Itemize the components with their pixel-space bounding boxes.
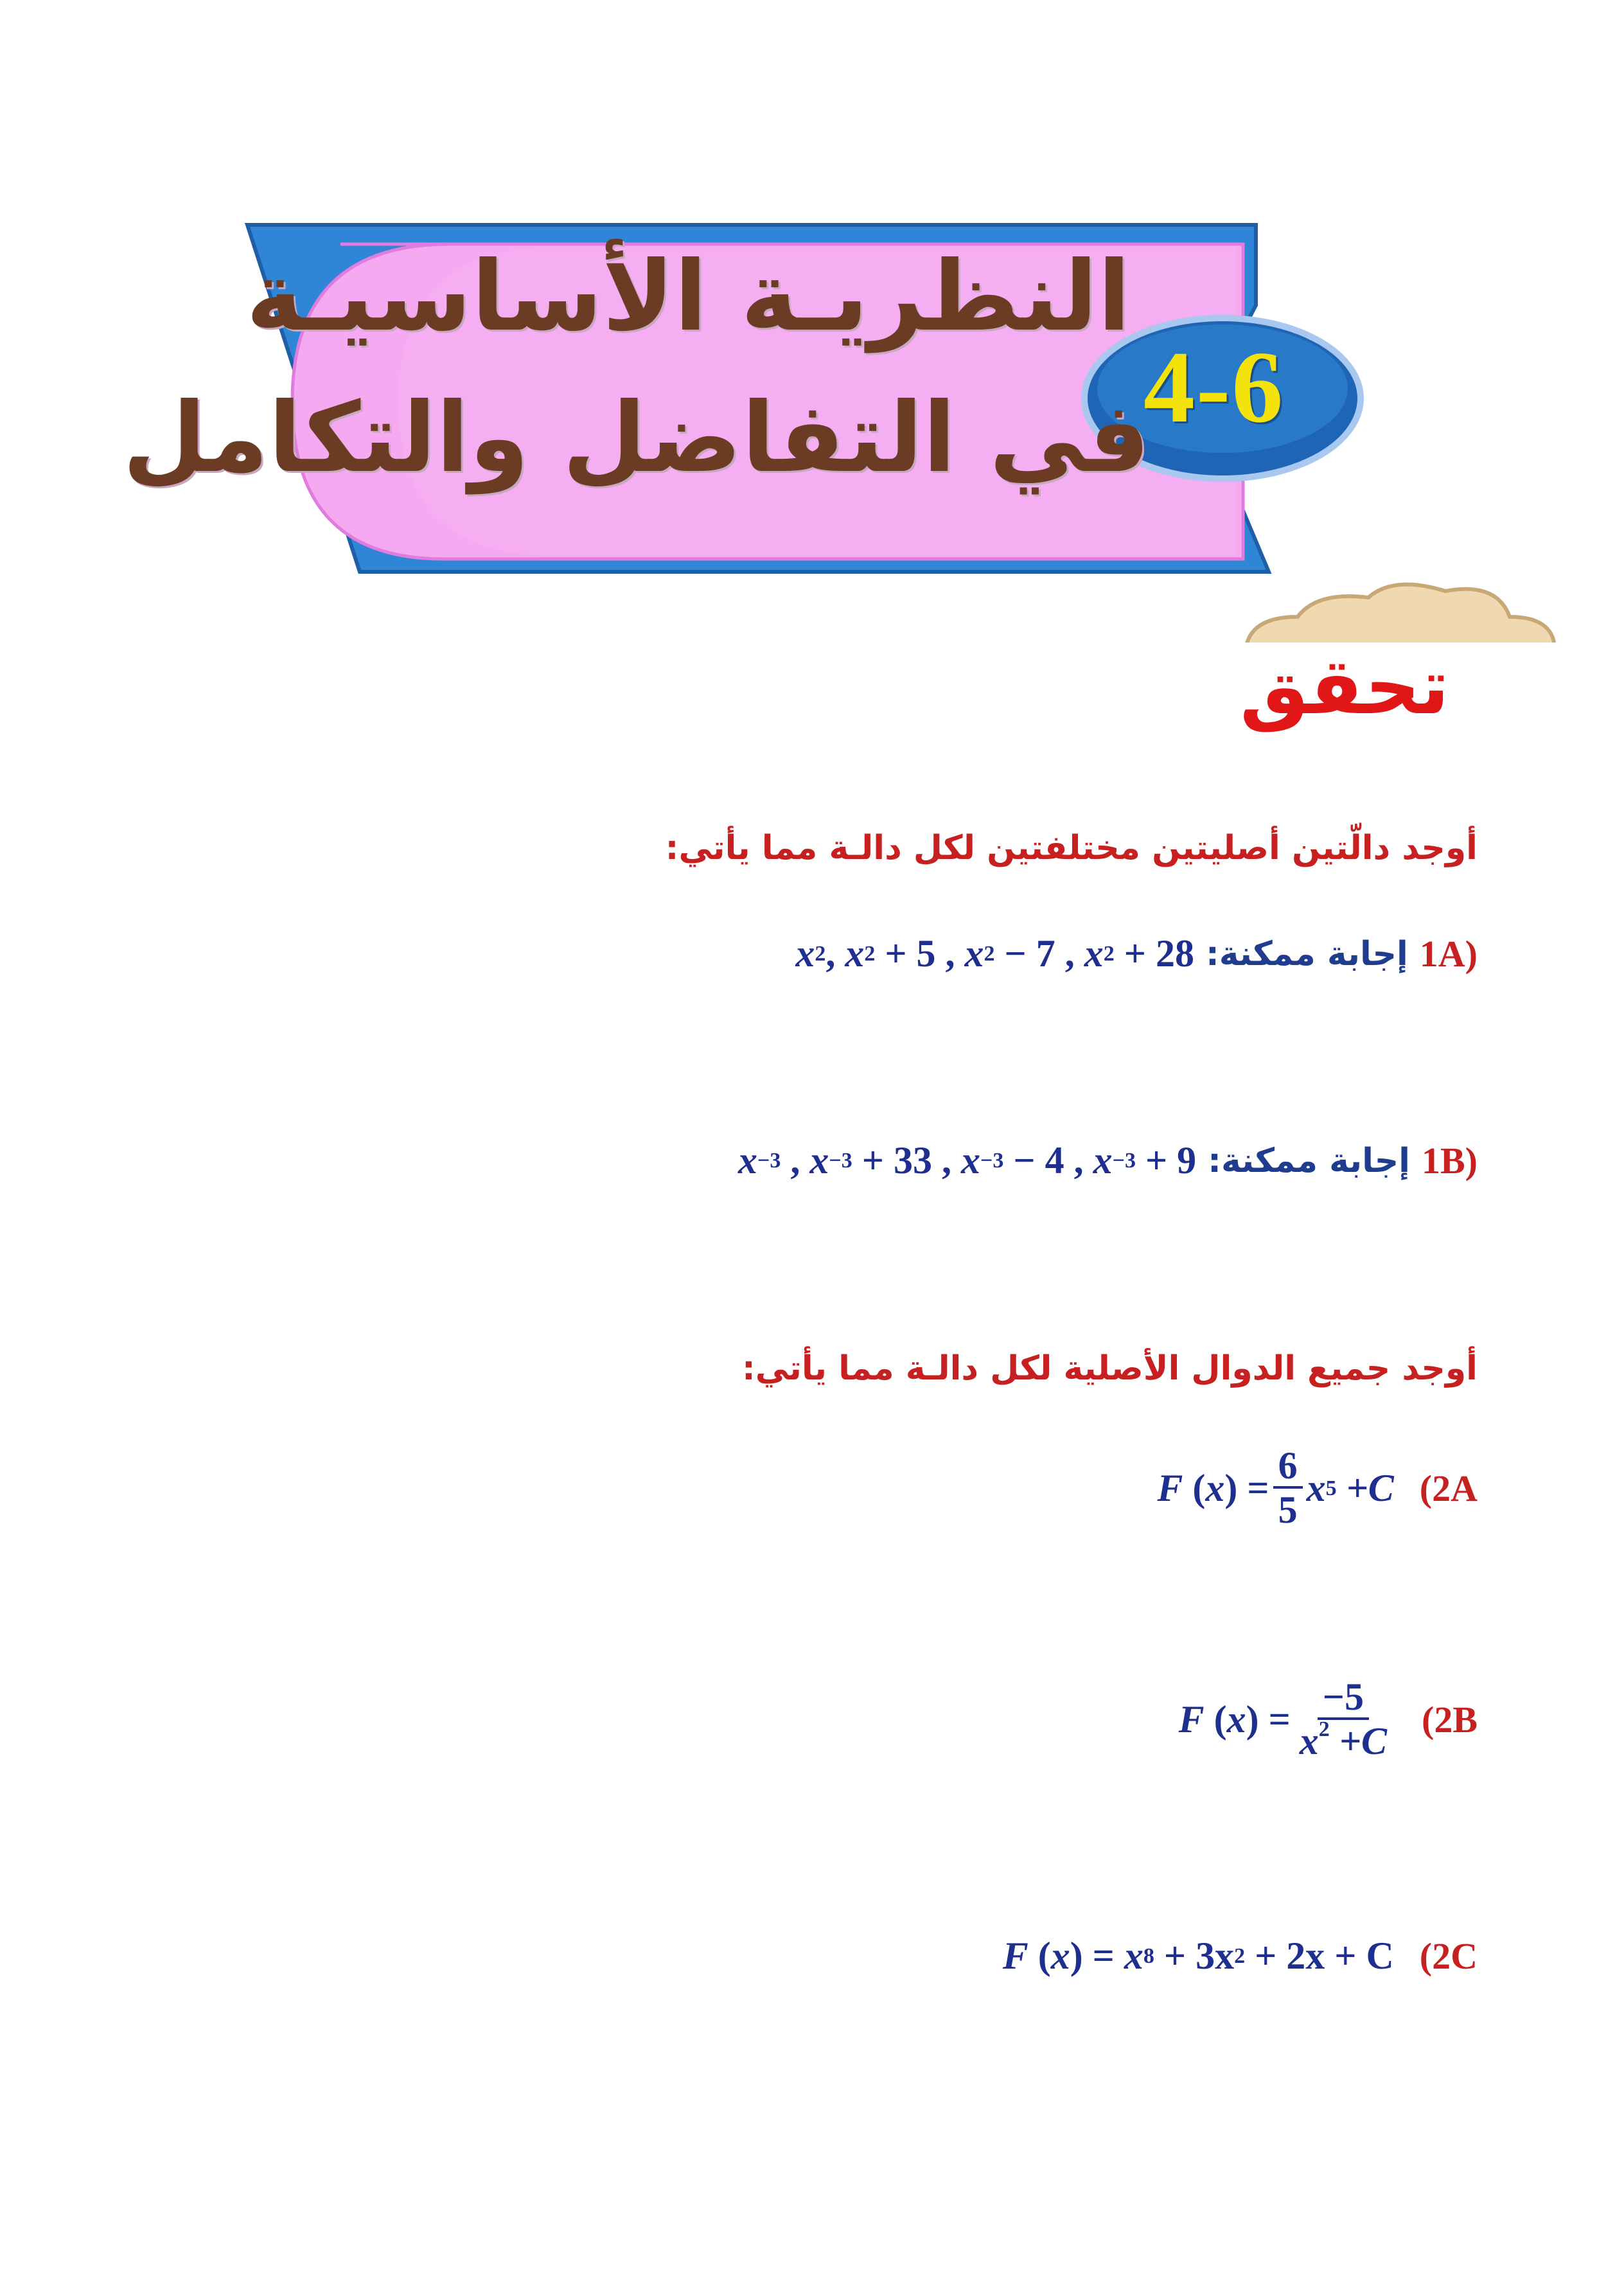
answer-expression: F ( x ) = x 8 + 3x 2 + 2x + C (1002, 1935, 1394, 1977)
cloud-shape (1210, 585, 1580, 642)
item-label: 1A) (1419, 933, 1478, 975)
check-heading: تحقق (1240, 642, 1450, 732)
section2-instruction: أوجد جميع الدوال الأصلية لكل دالـة مما يأتي: (742, 1349, 1478, 1388)
item-1B (738, 1139, 1478, 1183)
fraction: $\frac{-5}{x^2 +C}$ (1299, 1676, 1387, 1762)
item-label: (2B (1422, 1699, 1478, 1741)
answer-expression: F ( x ) = $\frac{6}{5}$ x 5 +C (1157, 1444, 1394, 1531)
item-label: (2A (1419, 1467, 1478, 1509)
lesson-title-line-1: النظريـة الأساسيـة (245, 241, 1131, 353)
fraction: $\frac{6}{5}$ (1273, 1446, 1303, 1531)
answer-expression: x 2 , x 2 + 5 , x 2 − 7 , x 2 + 28 (795, 932, 1194, 975)
possible-answer-label: إجابة ممكنة: (1205, 934, 1408, 973)
answer-expression: F ( x ) = $\frac{-5}{x^2 +C}$ (1179, 1677, 1396, 1762)
item-2C (1003, 1934, 1478, 1978)
possible-answer-label: إجابة ممكنة: (1208, 1141, 1410, 1180)
answer-expression: x −3 , x −3 + 33 , x −3 − 4 , x −3 + 9 (738, 1139, 1197, 1182)
item-label: (2C (1419, 1935, 1478, 1977)
item-label: 1B) (1422, 1140, 1478, 1182)
item-1A (795, 932, 1478, 976)
section1-instruction: أوجد دالّتين أصليتين مختلفتين لكل دالـة مما يأتي: (665, 829, 1478, 867)
lesson-number-badge: 4-6 (1143, 330, 1285, 444)
item-2B (1179, 1677, 1478, 1762)
lesson-title-line-2: في التفاضل والتكامل (122, 382, 1150, 494)
item-2A (1157, 1446, 1478, 1531)
